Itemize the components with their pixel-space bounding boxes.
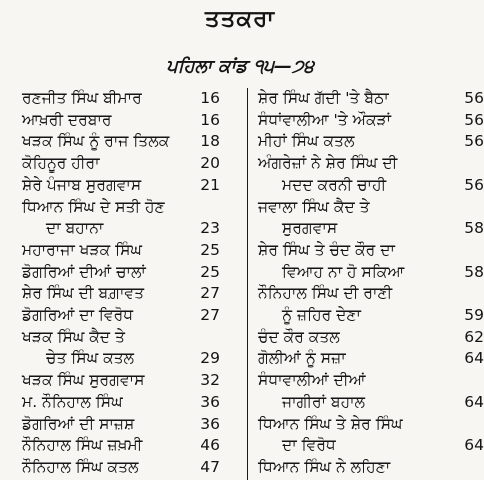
toc-entry [240,392,484,412]
toc-entry-page: 18 [200,132,220,151]
toc-entry-title: ਸ਼ੇਰੇ ਪੰਜਾਬ ਸੁਰਗਵਾਸ [22,175,142,194]
toc-entry-page: 23 [200,219,220,238]
toc-entry [240,435,484,455]
toc-entry-title: ਖੜਕ ਸਿੰਘ ਨੂੰ ਰਾਜ ਤਿਲਕ [22,132,170,151]
toc-entry [0,110,240,130]
toc-entry [0,435,240,455]
toc-entry [0,457,240,477]
toc-entry-page: 47 [200,457,220,476]
toc-entry [240,218,484,238]
toc-entry-title: ਮਹਾਰਾਜਾ ਖੜਕ ਸਿੰਘ [22,240,142,259]
toc-entry [0,348,240,368]
toc-entry [0,305,240,325]
toc-entry-page: 27 [200,306,220,324]
toc-entry-page: 64 [464,392,484,411]
toc-entry-page: 62 [464,327,484,346]
toc-entry-title: ਡੋਗਰਿਆਂ ਦਾ ਵਿਰੋਧ [22,306,133,324]
toc-entry [0,88,240,108]
toc-entry-page: 46 [200,436,220,455]
toc-entry [0,218,240,238]
toc-entry [240,348,484,368]
toc-entry-title: ਵਿਆਹ ਨਾ ਹੋ ਸਕਿਆ [282,262,405,281]
toc-entry [240,370,480,390]
toc-entry-page: 58 [464,262,484,281]
toc-entry [240,175,484,195]
toc-entry-page: 58 [464,219,484,238]
toc-entry [0,370,240,390]
toc-entry [240,240,480,260]
toc-entry [0,414,240,434]
toc-entry [0,175,240,195]
toc-entry-title: ਸ਼ੇਰ ਸਿੰਘ ਤੇ ਚੰਦ ਕੌਰ ਦਾ [258,240,395,259]
toc-entry [0,283,240,303]
toc-entry-page: 64 [464,349,484,368]
toc-entry [240,305,484,325]
toc-entry-page: 32 [200,371,220,390]
toc-entry [240,262,484,282]
toc-entry-page: 25 [200,262,220,281]
toc-entry-page: 27 [200,284,220,303]
toc-entry [240,110,484,130]
toc-entry-title: ਜਵਾਲਾ ਸਿੰਘ ਕੈਦ ਤੇ [258,197,370,216]
toc-entry-title: ਅੰਗਰੇਜ਼ਾਂ ਨੇ ਸ਼ੇਰ ਸਿੰਘ ਦੀ [258,154,398,173]
toc-entry-title: ਕੋਹਿਨੂਰ ਹੀਰਾ [22,154,100,173]
toc-entry-page: 56 [464,110,484,129]
toc-entry-title: ਮਦਦ ਕਰਨੀ ਚਾਹੀ [282,175,387,194]
toc-entry [0,392,240,412]
toc-entry [0,131,240,151]
toc-entry-title: ਧਿਆਨ ਸਿੰਘ ਤੇ ਸ਼ੇਰ ਸਿੰਘ [258,414,403,433]
toc-entry-title: ਸ਼ੇਰ ਸਿੰਘ ਗੱਦੀ 'ਤੇ ਬੈਠਾ [258,89,389,107]
toc-entry-title: ਮ. ਨੌਨਿਹਾਲ ਸਿੰਘ [22,392,123,411]
toc-entry-page: 56 [464,89,484,107]
toc-entry-page: 36 [200,392,220,411]
page-title: ਤਤਕਰਾ [205,6,275,32]
toc-entry-title: ਨੂੰ ਜ਼ਹਿਰ ਦੇਣਾ [282,306,361,324]
toc-entry-page: 56 [464,175,484,194]
toc-entry [0,197,240,217]
toc-entry-page: 59 [464,306,484,324]
toc-entry-title: ਸ਼ੇਰ ਸਿੰਘ ਦੀ ਬਗ਼ਾਵਤ [22,284,145,303]
toc-entry-title: ਡੋਗਰਿਆਂ ਦੀ ਸਾਜ਼ਸ਼ [22,414,135,433]
toc-entry-title: ਧਿਆਨ ਸਿੰਘ ਨੇ ਲਹਿਣਾ [258,457,391,476]
toc-entry-title: ਜਾਗੀਰਾਂ ਬਹਾਲ [282,392,366,411]
toc-entry-title: ਧਿਆਨ ਸਿੰਘ ਦੇ ਸਤੀ ਹੋਣ [22,197,165,216]
toc-entry-page: 29 [200,349,220,368]
toc-entry-title: ਨੌਨਿਹਾਲ ਸਿੰਘ ਜ਼ਖ਼ਮੀ [22,436,143,455]
toc-entry-title: ਮੀਹਾਂ ਸਿੰਘ ਕਤਲ [258,132,355,151]
toc-entry-title: ਸੁਰਗਵਾਸ [282,219,338,238]
toc-entry [0,262,240,282]
toc-entry-title: ਨੌਨਿਹਾਲ ਸਿੰਘ ਕਤਲ [22,457,139,476]
toc-entry [240,457,480,477]
toc-entry-page: 64 [464,436,484,455]
toc-entry-page: 36 [200,414,220,433]
toc-entry-page: 16 [200,89,220,107]
toc-entry-title: ਡੋਗਰਿਆਂ ਦੀਆਂ ਚਾਲਾਂ [22,262,146,281]
toc-entry-page: 21 [200,175,220,194]
toc-entry [240,197,480,217]
chapter-heading: ਪਹਿਲਾ ਕਾਂਡ ੧੫—੭੪ [166,56,314,77]
toc-entry [240,131,484,151]
toc-entry [240,88,484,108]
toc-entry-title: ਗੋਲੀਆਂ ਨੂੰ ਸਜ਼ਾ [258,349,346,368]
toc-entry [0,153,240,173]
toc-entry [240,327,484,347]
toc-entry-page: 16 [200,110,220,129]
toc-entry-title: ਸੰਧਾਂਵਾਲੀਆ 'ਤੇ ਔਕੜਾਂ [258,110,392,129]
toc-entry-title: ਦਾ ਬਹਾਨਾ [46,219,104,238]
toc-entry-page: 20 [200,154,220,173]
toc-entry-title: ਨੌਨਿਹਾਲ ਸਿੰਘ ਦੀ ਰਾਣੀ [258,284,393,303]
toc-entry-title: ਖੜਕ ਸਿੰਘ ਕੈਦ ਤੇ [22,327,125,346]
toc-entry-page: 25 [200,240,220,259]
toc-entry-title: ਚੇਤ ਸਿੰਘ ਕਤਲ [46,349,135,368]
toc-entry [240,414,480,434]
toc-entry [240,153,480,173]
toc-entry [0,240,240,260]
toc-entry [0,327,240,347]
toc-entry-title: ਰਣਜੀਤ ਸਿੰਘ ਬੀਮਾਰ [22,89,142,107]
toc-entry-title: ਆਖ਼ਰੀ ਦਰਬਾਰ [22,110,112,129]
toc-entry-title: ਖੜਕ ਸਿੰਘ ਸੁਰਗਵਾਸ [22,371,145,390]
toc-entry-page: 56 [464,132,484,151]
toc-entry-title: ਸੰਧਾਵਾਲੀਆਂ ਦੀਆਂ [258,371,366,390]
toc-entry [240,283,480,303]
toc-entry-title: ਚੰਦ ਕੌਰ ਕਤਲ [258,327,340,346]
toc-entry-title: ਦਾ ਵਿਰੋਧ [282,436,336,455]
